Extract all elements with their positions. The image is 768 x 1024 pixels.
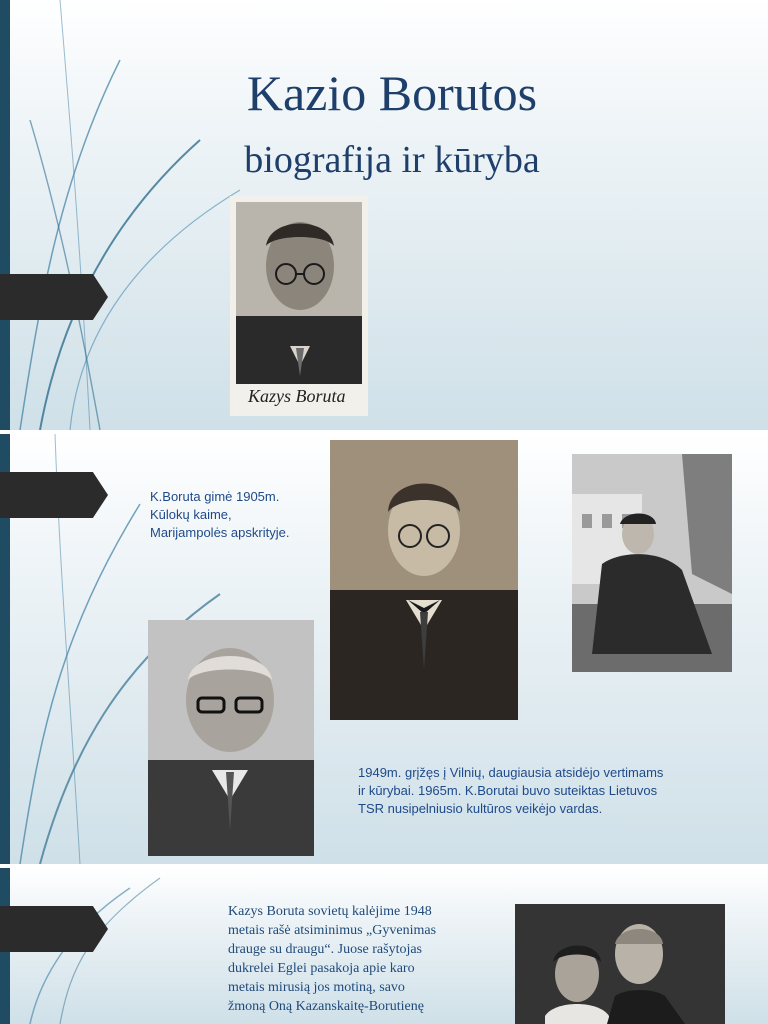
arrow-tab (0, 274, 108, 320)
caption-line: dukrelei Eglei pasakoja apie karo (228, 961, 415, 976)
caption-line: ir kūrybai. 1965m. K.Borutai buvo suteiktas Lietuvos (358, 783, 658, 798)
caption-line: metais mirusią jos motiną, savo (228, 980, 405, 995)
portrait-photo-signed (230, 196, 368, 416)
photo-sitting-outdoors (572, 454, 732, 672)
arrow-tab (0, 906, 108, 952)
slide-biography (0, 434, 768, 864)
caption-line: K.Boruta gimė 1905m. (150, 489, 280, 504)
slide-title-heading: Kazio Borutos (246, 65, 538, 121)
slide-title (0, 0, 768, 430)
birth-caption (150, 488, 330, 542)
caption-line: Kūlokų kaime, (150, 507, 232, 522)
signature: Kazys Boruta (248, 386, 346, 406)
caption-line: drauge su draugu“. Juose rašytojas (228, 942, 423, 957)
caption-line: Marijampolės apskrityje. (150, 525, 290, 540)
caption-line: Kazys Boruta sovietų kalėjime 1948 (228, 904, 432, 919)
caption-line: 1949m. grįžęs į Vilnių, daugiausia atsidėjo vertimams (358, 765, 664, 780)
vilnius-caption (358, 764, 708, 818)
portrait-photo-older (148, 620, 314, 856)
caption-line: žmoną Oną Kazanskaitę-Borutienę (228, 999, 424, 1014)
portrait-photo-young (330, 440, 518, 720)
slide-subtitle: biografija ir kūryba (244, 139, 540, 181)
slide-memoirs (0, 868, 768, 1024)
memoir-caption (228, 902, 478, 1016)
couple-photo (515, 904, 725, 1024)
caption-line: metais rašė atsiminimus „Gyvenimas (228, 923, 437, 938)
caption-line: TSR nusipelniusio kultūros veikėjo vardas. (358, 801, 603, 816)
arrow-tab (0, 472, 108, 518)
